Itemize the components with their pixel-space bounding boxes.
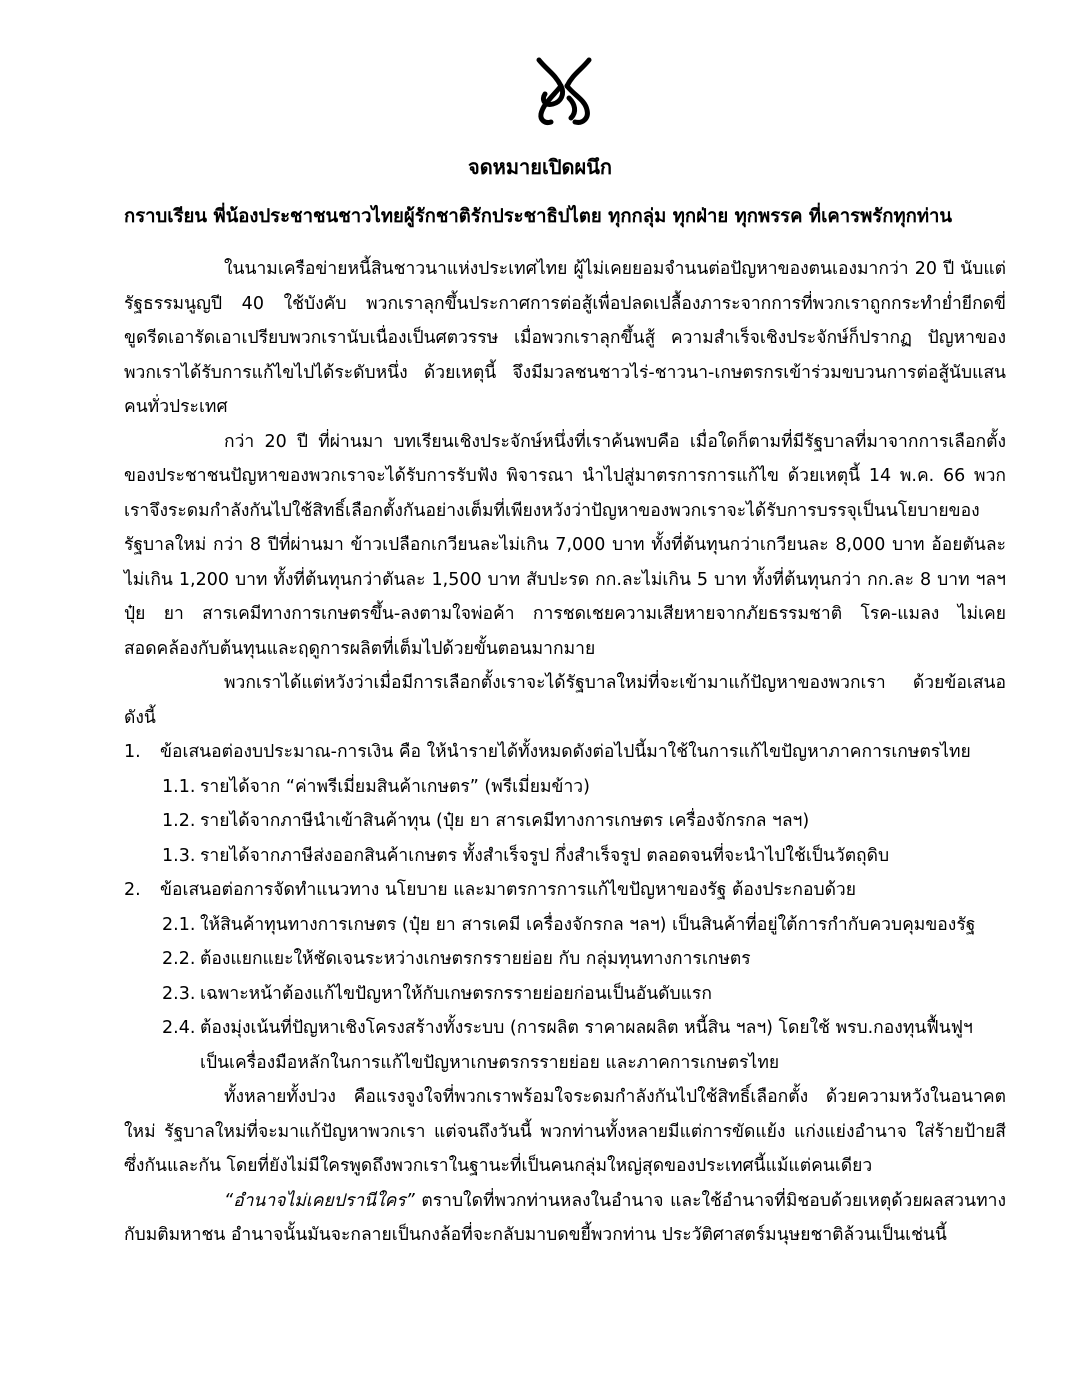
paragraph-lessons: กว่า 20 ปี ที่ผ่านมา บทเรียนเชิงประจักษ์หนึ่งที่เราค้นพบคือ เมื่อใดก็ตามที่มีรัฐบาลที่มาจากการเลือกตั้งของประชาชนปัญหาของพวกเราจะได้รับการรับฟัง พิจารณา นำไปสู่มาตรการการแก้ไข ด้วยเหตุนี้ 14 พ.ค. 66 พวกเราจึงระดมกำลังกันไปใช้สิทธิ์เลือกตั้งกันอย่างเต็มที่เพียงหวังว่าปัญหาของพวกเราจะได้รับการบรรจุเป็นนโยบายของรัฐบาลใหม่ กว่า 8 ปีที่ผ่านมา ข้าวเปลือกเกวียนละไม่เกิน 7,000 บาท ทั้งที่ต้นทุนกว่าเกวียนละ 8,000 บาท อ้อยตันละไม่เกิน 1,200 บาท ทั้งที่ต้นทุนกว่าตันละ 1,500 บาท สับปะรด กก.ละไม่เกิน 5 บาท ทั้งที่ต้นทุนกว่า กก.ละ 8 บาท ฯลฯ ปุ๋ย ยา สารเคมีทางการเกษตรขึ้น-ลงตามใจพ่อค้า การชดเชยความเสียหายจากภัยธรรมชาติ โรค-แมลง ไม่เคยสอดคล้องกับต้นทุนและฤดูการผลิตที่เต็มไปด้วยขั้นตอนมากมาย	[124, 431, 1006, 659]
paragraph-final	[124, 1184, 1006, 1253]
sub-proposal-item	[124, 977, 1006, 1012]
paragraph-intro: ในนามเครือข่ายหนี้สินชาวนาแห่งประเทศไทย ผู้ไม่เคยยอมจำนนต่อปัญหาของตนเองมากว่า 20 ปี นับแต่รัฐธรรมนูญปี 40 ใช้บังคับ พวกเราลุกขึ้นประกาศการต่อสู้เพื่อปลดเปลื้องภาระจากการที่พวกเราถูกกระทำย่ำยีกดขี่ขูดรีดเอารัดเอาเปรียบพวกเรานับเนื่องเป็นศตวรรษ เมื่อพวกเราลุกขึ้นสู้ ความสำเร็จเชิงประจักษ์ก็ปรากฏ ปัญหาของพวกเราได้รับการแก้ไขไปได้ระดับหนึ่ง ด้วยเหตุนี้ จึงมีมวลชนชาวไร่-ชาวนา-เกษตรกรเข้าร่วมขบวนการต่อสู้นับแสนคนทั่วประเทศ	[124, 259, 1006, 417]
sub-proposal-text: เฉพาะหน้าต้องแก้ไขปัญหาให้กับเกษตรกรรายย่อยก่อนเป็นอันดับแรก	[200, 983, 712, 1004]
sub-proposal-number: 1.3.	[162, 845, 196, 866]
sub-proposal-item	[124, 804, 1006, 839]
sub-proposal-text: ให้สินค้าทุนทางการเกษตร (ปุ๋ย ยา สารเคมี เครื่องจักรกล ฯลฯ) เป็นสินค้าที่อยู่ใต้การกำกับควบคุมของรัฐ	[200, 914, 976, 935]
proposal-list	[124, 735, 1006, 1080]
sub-proposal-text: ต้องมุ่งเน้นที่ปัญหาเชิงโครงสร้างทั้งระบบ (การผลิต ราคาผลผลิต หนี้สิน ฯลฯ) โดยใช้ พรบ.กองทุนฟื้นฟูฯ เป็นเครื่องมือหลักในการแก้ไขปัญหาเกษตรกรรายย่อย และภาคการเกษตรไทย	[200, 1018, 973, 1073]
sub-proposal-text: รายได้จากภาษีส่งออกสินค้าเกษตร ทั้งสำเร็จรูป กึ่งสำเร็จรูป ตลอดจนที่จะนำไปใช้เป็นวัตถุดิบ	[200, 845, 890, 866]
salutation: กราบเรียน พี่น้องประชาชนชาวไทยผู้รักชาติรักประชาธิปไตย ทุกกลุ่ม ทุกฝ่าย ทุกพรรค ที่เคารพรักทุกท่าน	[124, 206, 953, 227]
sub-proposal-number: 2.2.	[162, 949, 196, 969]
sub-proposal-number: 1.2.	[162, 811, 196, 831]
sub-proposal-text: รายได้จากภาษีนำเข้าสินค้าทุน (ปุ๋ย ยา สารเคมีทางการเกษตร เครื่องจักรกล ฯลฯ)	[200, 811, 810, 831]
paragraph-closing: ทั้งหลายทั้งปวง คือแรงจูงใจที่พวกเราพร้อมใจระดมกำลังกันไปใช้สิทธิ์เลือกตั้ง ด้วยความหวังในอนาคตใหม่ รัฐบาลใหม่ที่จะมาแก้ปัญหาพวกเรา แต่จนถึงวันนี้ พวกท่านทั้งหลายมีแต่การขัดแย้ง แก่งแย่งอำนาจ ใส่ร้ายป้ายสีซึ่งกันและกัน โดยที่ยังไม่มีใครพูดถึงพวกเราในฐานะที่เป็นคนกลุ่มใหญ่สุดของประเทศนี้แม้แต่คนเดียว	[124, 1087, 1006, 1176]
letter-title: จดหมายเปิดผนึก	[467, 155, 613, 179]
sub-proposal-item	[124, 839, 1006, 874]
sub-proposal-number: 2.3.	[162, 983, 196, 1004]
sub-proposal-item	[124, 1011, 1006, 1080]
proposal-number: 2.	[124, 880, 141, 900]
sub-proposal-item	[124, 942, 1006, 977]
sub-proposal-item	[124, 770, 1006, 805]
sub-proposal-number: 2.4.	[162, 1018, 196, 1038]
sub-proposal-number: 1.1.	[162, 776, 196, 797]
sub-proposal-number: 2.1.	[162, 914, 196, 935]
proposal-text: ข้อเสนอต่อการจัดทำแนวทาง นโยบาย และมาตรการการแก้ไขปัญหาของรัฐ ต้องประกอบด้วย	[160, 880, 857, 900]
letter-body	[124, 252, 1006, 1253]
emblem-icon	[525, 52, 603, 130]
quote-text: “อำนาจไม่เคยปรานีใคร”	[224, 1190, 415, 1211]
sub-proposal-text: รายได้จาก “ค่าพรีเมี่ยมสินค้าเกษตร” (พรีเมี่ยมข้าว)	[200, 776, 590, 797]
proposal-text: ข้อเสนอต่องบประมาณ-การเงิน คือ ให้นำรายได้ทั้งหมดดังต่อไปนี้มาใช้ในการแก้ไขปัญหาภาคการเกษตรไทย	[160, 742, 971, 762]
proposal-number: 1.	[124, 742, 141, 762]
final-text: ตราบใดที่พวกท่านหลงในอำนาจ และใช้อำนาจที่มิชอบด้วยเหตุด้วยผลสวนทางกับมติมหาชน อำนาจนั้นมันจะกลายเป็นกงล้อที่จะกลับมาบดขยี้พวกท่าน ประวัติศาสตร์มนุษยชาติล้วนเป็นเช่นนี้	[124, 1190, 1006, 1245]
paragraph-hope: พวกเราได้แต่หวังว่าเมื่อมีการเลือกตั้งเราจะได้รัฐบาลใหม่ที่จะเข้ามาแก้ปัญหาของพวกเรา ด้วยข้อเสนอดังนี้	[124, 673, 1006, 728]
sub-proposal-item	[124, 908, 1006, 943]
sub-proposal-text: ต้องแยกแยะให้ชัดเจนระหว่างเกษตรกรรายย่อย กับ กลุ่มทุนทางการเกษตร	[200, 949, 751, 969]
proposal-item	[124, 735, 1006, 770]
proposal-item	[124, 873, 1006, 908]
